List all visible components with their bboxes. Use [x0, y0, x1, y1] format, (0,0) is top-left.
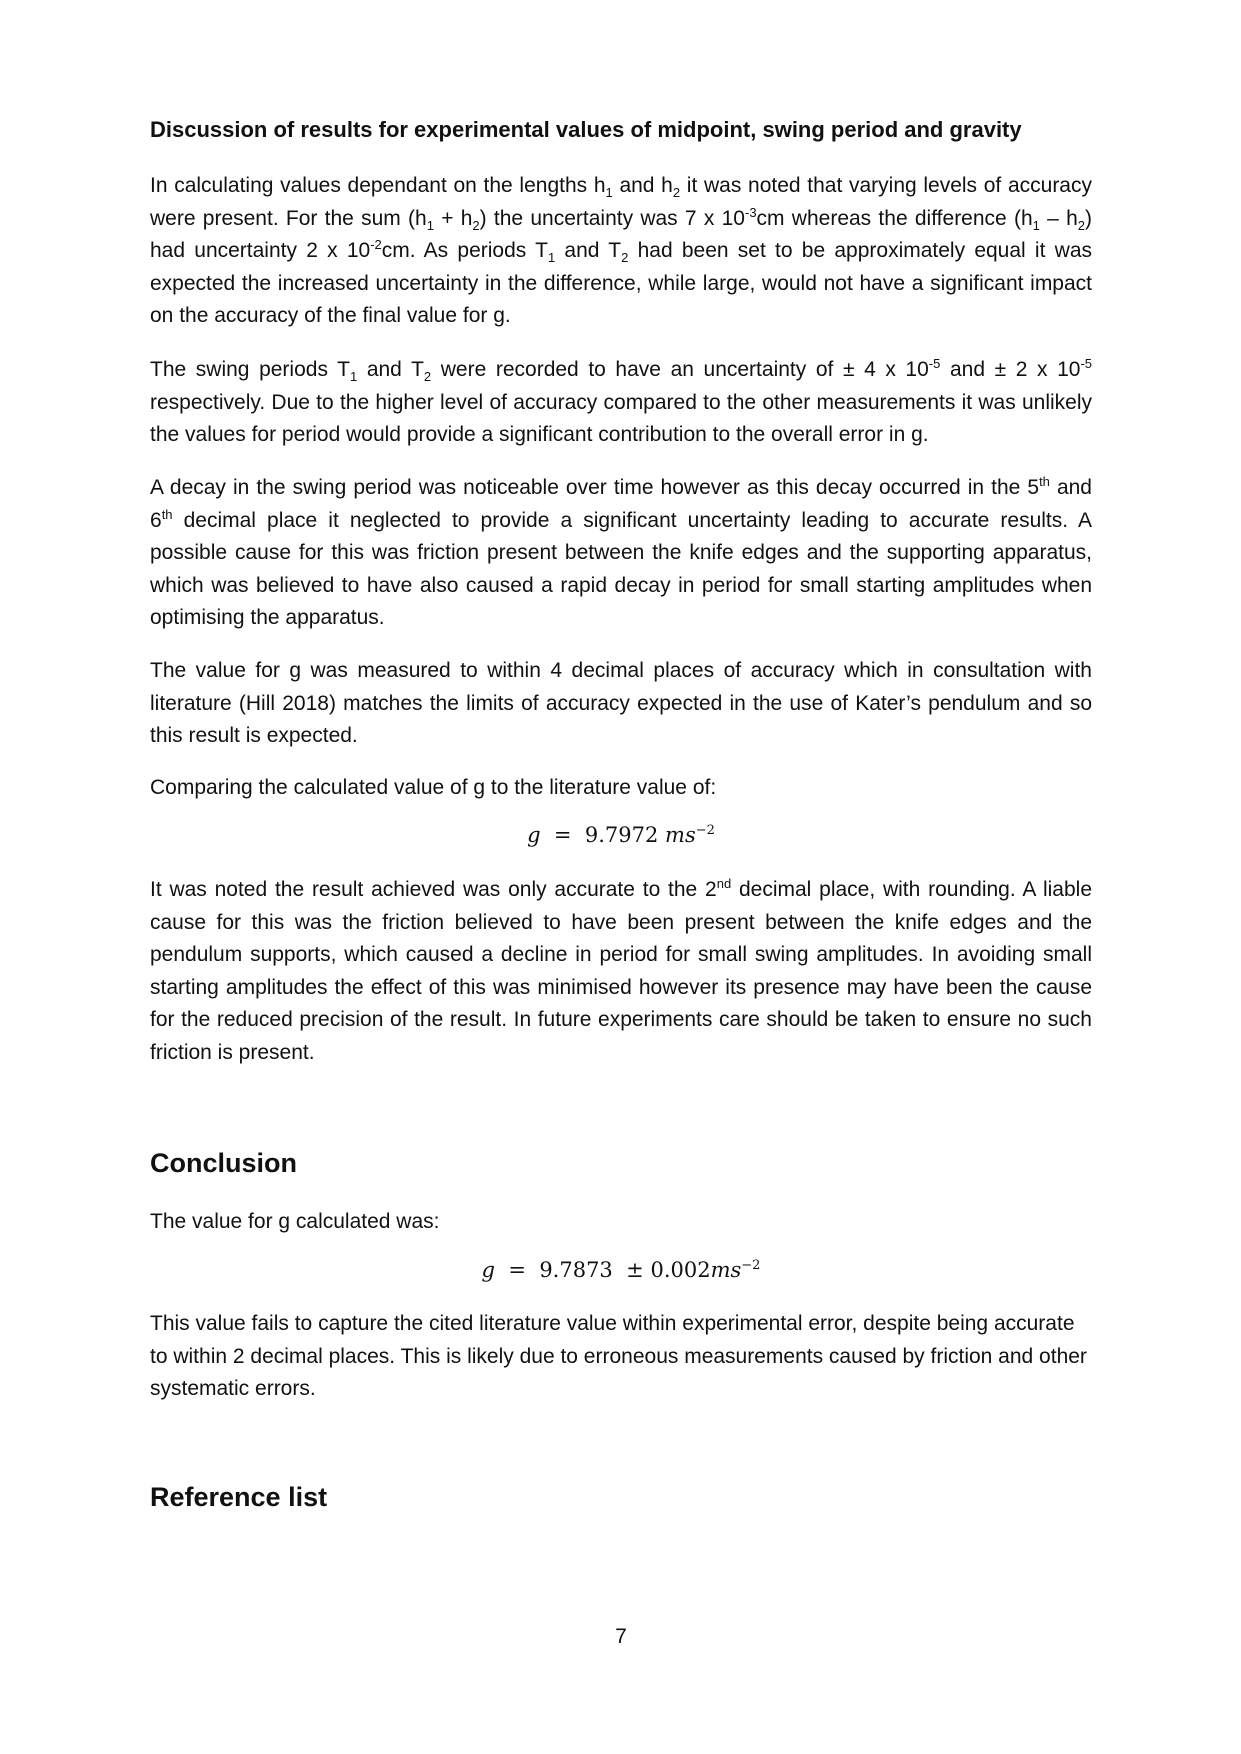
discussion-paragraph-4: The value for g was measured to within 4 decimal places of accuracy which in consultation with literature (Hill 2018) matches the limits of accuracy expected in the use of Kater’s pendulum and so this result is expected.	[150, 659, 1092, 748]
discussion-paragraph-3: A decay in the swing period was noticeable over time however as this decay occurred in the 5th and 6th decimal place it neglected to provide a significant uncertainty leading to accurate results. A possible cause for this was friction present between the knife edges and the supporting apparatus, which was believed to have also caused a rapid decay in period for small starting amplitudes when optimising the apparatus.	[150, 474, 1092, 630]
page-number: 7	[615, 1625, 627, 1648]
discussion-paragraph-5: Comparing the calculated value of g to the literature value of:	[150, 776, 717, 799]
literature-g-equation: g = 9.7972 $ms^{-2}$	[527, 823, 715, 847]
discussion-paragraph-1: In calculating values dependant on the lengths $h_1$ and $h_2$ it was noted that varying levels of accuracy were present. For the sum $(h_1 + h_2)$ the uncertainty was 7 x $10^{-3}cm$ whereas the difference $(h_1 - h_2)$ had uncertainty 2 x $10^{-2}cm$. As periods $T_1$ and $T_2$ had been set to be approximately equal it was expected the increased uncertainty in the difference, while large, would not have a significant impact on the accuracy of the final value for g.	[150, 174, 1093, 328]
calculated-g-equation: $g = 9.7873 \pm 0.002ms^{-2}$	[481, 1258, 761, 1282]
discussion-paragraph-6: It was noted the result achieved was only accurate to the 2nd decimal place, with rounding. A liable cause for this was the friction believed to have been present between the knife edges and the pendulum supports, which caused a decline in period for small swing amplitudes. In avoiding small starting amplitudes the effect of this was minimised however its presence may have been the cause for the reduced precision of the result. In future experiments care should be taken to ensure no such friction is present.	[150, 876, 1092, 1064]
conclusion-paragraph-2: This value fails to capture the cited literature value within experimental error, despite being accurate to within 2 decimal places. This is likely due to erroneous measurements caused by friction and other systematic errors.	[150, 1312, 1087, 1401]
conclusion-paragraph-1: The value for g calculated was:	[150, 1210, 440, 1233]
discussion-paragraph-2: The swing periods $T_1$ and $T_2$ were recorded to have an uncertainty of ± 4 x $10^{-5}$ and ± 2 x $10^{-5}$ respectively. Due to the higher level of accuracy compared to the other measurements it was unlikely the values for period would provide a significant contribution to the overall error in g.	[150, 356, 1092, 447]
discussion-heading: Discussion of results for experimental values of midpoint, swing period and gravity	[150, 117, 1022, 142]
reference-list-heading: Reference list	[150, 1482, 328, 1512]
conclusion-heading: Conclusion	[150, 1148, 297, 1178]
